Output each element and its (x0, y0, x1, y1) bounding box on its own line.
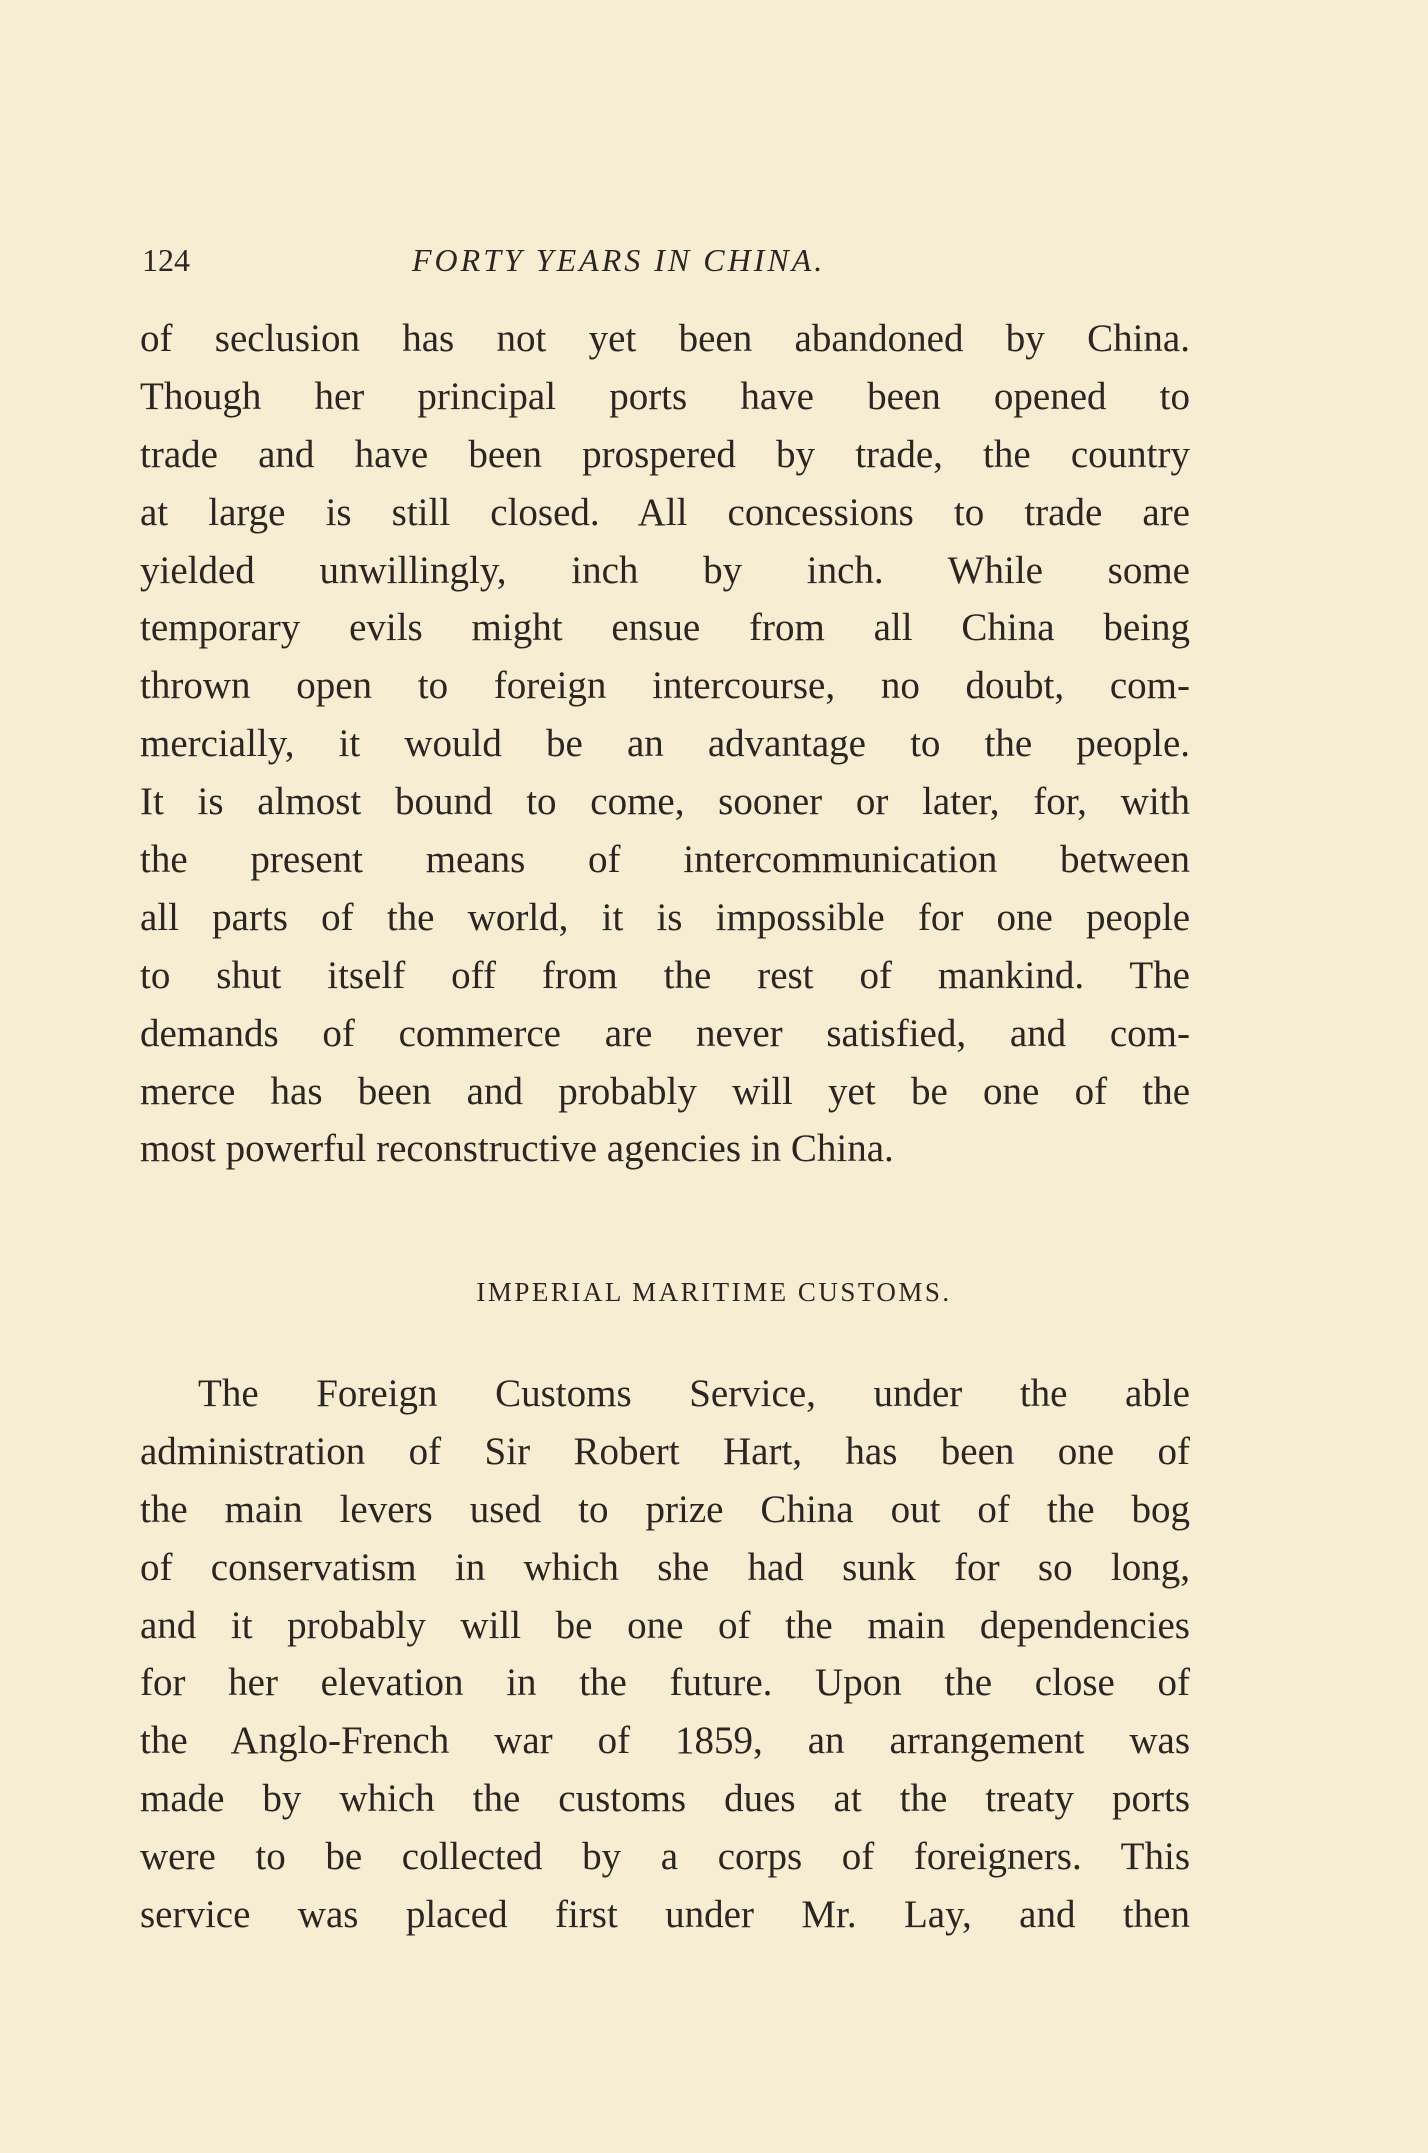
text-line: at large is still closed. All concessions to trade are (140, 490, 1190, 534)
text-line: the main levers used to prize China out of the bog (140, 1487, 1190, 1531)
text-line: of conservatism in which she had sunk for so long, (140, 1545, 1190, 1589)
text-line: mercially, it would be an advantage to the people. (140, 722, 1190, 766)
text-line: for her elevation in the future. Upon the close of (140, 1661, 1190, 1705)
body-paragraph (140, 310, 1190, 1178)
body-paragraph (140, 1365, 1190, 1944)
text-line: the present means of intercommunication between (140, 838, 1190, 882)
text-line: administration of Sir Robert Hart, has been one of (140, 1429, 1190, 1473)
text-line: the Anglo-French war of 1859, an arrangement was (140, 1719, 1190, 1763)
text-line: The Foreign Customs Service, under the able (198, 1372, 1190, 1415)
text-line: merce has been and probably will yet be one of the (140, 1069, 1190, 1113)
text-line: to shut itself off from the rest of mankind. The (140, 953, 1190, 997)
text-line: yielded unwillingly, inch by inch. While some (140, 548, 1190, 592)
text-line: It is almost bound to come, sooner or later, for, with (140, 780, 1190, 824)
text-line: Though her principal ports have been opened to (140, 374, 1190, 418)
running-title: FORTY YEARS IN CHINA. (412, 242, 826, 278)
text-line: thrown open to foreign intercourse, no doubt, com- (140, 664, 1190, 708)
text-line: made by which the customs dues at the treaty ports (140, 1777, 1190, 1821)
page-number: 124 (142, 242, 190, 278)
running-head (142, 240, 1182, 280)
text-line: demands of commerce are never satisfied, and com- (140, 1011, 1190, 1055)
text-line: service was placed first under Mr. Lay, and then (140, 1893, 1190, 1937)
text-line: and it probably will be one of the main dependencies (140, 1603, 1190, 1647)
text-line: of seclusion has not yet been abandoned by China. (140, 317, 1190, 360)
text-line: all parts of the world, it is impossible for one people (140, 895, 1190, 939)
text-line: most powerful reconstructive agencies in China. (140, 1127, 894, 1171)
text-line: were to be collected by a corps of foreigners. This (140, 1835, 1190, 1879)
text-line: temporary evils might ensue from all China being (140, 606, 1190, 650)
text-line: trade and have been prospered by trade, the country (140, 432, 1190, 476)
section-heading: IMPERIAL MARITIME CUSTOMS. (476, 1277, 952, 1307)
